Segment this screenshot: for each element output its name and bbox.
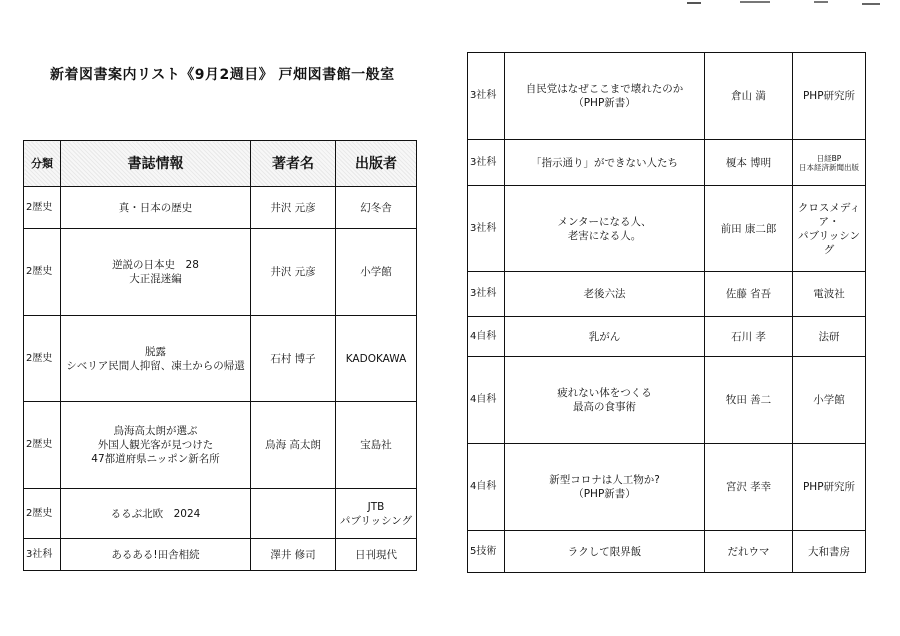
author-cell: 牧田 善二 <box>705 357 793 444</box>
info-cell: メンターになる人、 老害になる人。 <box>505 186 705 272</box>
author-cell <box>251 489 336 539</box>
scan-specks <box>600 0 900 20</box>
author-cell: 前田 康二郎 <box>705 186 793 272</box>
publisher-cell: 日刊現代 <box>336 539 417 571</box>
author-header: 著者名 <box>251 141 336 187</box>
publisher-cell: JTB パブリッシング <box>336 489 417 539</box>
table-row <box>468 531 866 573</box>
left-book-table <box>23 140 417 571</box>
info-cell: 脱露 シベリア民間人抑留、凍土からの帰還 <box>61 316 251 402</box>
category-cell: 4自科 <box>468 317 505 357</box>
table-row <box>468 53 866 140</box>
table-row <box>24 489 417 539</box>
category-cell: 3社科 <box>468 272 505 317</box>
publisher-cell: 幻冬舎 <box>336 187 417 229</box>
category-cell: 2歴史 <box>24 489 61 539</box>
publisher-cell: 小学館 <box>336 229 417 316</box>
info-cell: 老後六法 <box>505 272 705 317</box>
page-title: 新着図書案内リスト《9月2週目》 戸畑図書館一般室 <box>50 67 395 83</box>
info-cell: あるある!田舎相続 <box>61 539 251 571</box>
category-cell: 2歴史 <box>24 402 61 489</box>
author-cell: 佐藤 省吾 <box>705 272 793 317</box>
table-row <box>468 186 866 272</box>
publisher-cell: KADOKAWA <box>336 316 417 402</box>
category-cell: 2歴史 <box>24 229 61 316</box>
info-cell: 逆説の日本史 28 大正混迷編 <box>61 229 251 316</box>
author-cell: 榎本 博明 <box>705 140 793 186</box>
author-cell: 井沢 元彦 <box>251 187 336 229</box>
info-cell: るるぶ北欧 2024 <box>61 489 251 539</box>
category-cell: 5技術 <box>468 531 505 573</box>
publisher-cell: 宝島社 <box>336 402 417 489</box>
author-cell: だれウマ <box>705 531 793 573</box>
table-row <box>468 272 866 317</box>
info-cell: 新型コロナは人工物か? （PHP新書） <box>505 444 705 531</box>
author-cell: 倉山 満 <box>705 53 793 140</box>
author-cell: 澤井 修司 <box>251 539 336 571</box>
category-cell: 4自科 <box>468 357 505 444</box>
author-cell: 石川 孝 <box>705 317 793 357</box>
table-row <box>468 317 866 357</box>
info-cell: 乳がん <box>505 317 705 357</box>
table-row <box>468 140 866 186</box>
publisher-cell: 法研 <box>793 317 866 357</box>
table-row <box>24 402 417 489</box>
category-cell: 3社科 <box>468 186 505 272</box>
publisher-header: 出版者 <box>336 141 417 187</box>
author-cell: 石村 博子 <box>251 316 336 402</box>
info-cell: 鳥海高太朗が選ぶ 外国人観光客が見つけた 47都道府県ニッポン新名所 <box>61 402 251 489</box>
info-cell: 真・日本の歴史 <box>61 187 251 229</box>
author-cell: 鳥海 高太朗 <box>251 402 336 489</box>
category-cell: 3社科 <box>468 53 505 140</box>
table-row <box>468 357 866 444</box>
info-header: 書誌情報 <box>61 141 251 187</box>
header-row <box>24 141 417 187</box>
category-cell: 4自科 <box>468 444 505 531</box>
category-cell: 2歴史 <box>24 187 61 229</box>
author-cell: 宮沢 孝幸 <box>705 444 793 531</box>
publisher-cell: 日経BP 日本経済新聞出版 <box>793 140 866 186</box>
info-cell: 疲れない体をつくる 最高の食事術 <box>505 357 705 444</box>
table-row <box>468 444 866 531</box>
table-row <box>24 187 417 229</box>
table-row <box>24 539 417 571</box>
right-book-table <box>467 52 866 573</box>
category-cell: 2歴史 <box>24 316 61 402</box>
category-cell: 3社科 <box>468 140 505 186</box>
info-cell: 自民党はなぜここまで壊れたのか （PHP新書） <box>505 53 705 140</box>
publisher-cell: クロスメディア・ パブリッシング <box>793 186 866 272</box>
category-cell: 3社科 <box>24 539 61 571</box>
publisher-cell: PHP研究所 <box>793 53 866 140</box>
publisher-cell: 小学館 <box>793 357 866 444</box>
publisher-cell: 大和書房 <box>793 531 866 573</box>
category-header: 分類 <box>24 141 61 187</box>
table-row <box>24 316 417 402</box>
info-cell: 「指示通り」ができない人たち <box>505 140 705 186</box>
publisher-cell: PHP研究所 <box>793 444 866 531</box>
publisher-cell: 電波社 <box>793 272 866 317</box>
table-row <box>24 229 417 316</box>
info-cell: ラクして限界飯 <box>505 531 705 573</box>
author-cell: 井沢 元彦 <box>251 229 336 316</box>
